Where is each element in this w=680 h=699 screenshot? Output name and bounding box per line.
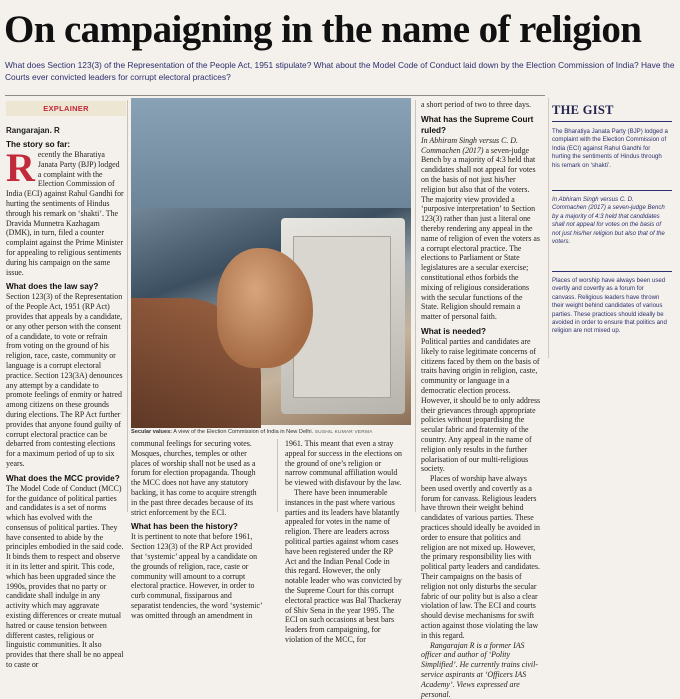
paragraph-instances: There have been innumerable instances in the past where various parties and its leaders have blatantly appealed for votes in the name of religion. There are leaders across political parties against whom cases have been registered under the RP Act and the Indian Penal Code in this regard. However, the only notable leader who was convicted by the Supreme Court for this corrupt electoral practice was Bal Thackeray of Shiv Sena in the year 1995. The ECI on such occasions at best bars leaders from campaigning, for violation of the MCC, for	[285, 487, 402, 644]
subhead-story-so-far: The story so far:	[6, 140, 71, 149]
case-name: In Abhiram Singh versus C. D. Commachen (2017)	[421, 135, 518, 155]
subhead-mcc: What does the MCC provide?	[6, 473, 120, 483]
gist-item-2: In Abhiram Singh versus C. D. Commachen (2017) a seven-judge Bench by a majority of 4:3 held that candidates shall not appeal for votes on the basis of not just his/her religion but also that of the voters.	[552, 196, 665, 246]
column-3	[285, 439, 403, 644]
header-divider	[5, 95, 545, 96]
headline: On campaigning in the name of religion	[4, 8, 642, 51]
standfirst: What does Section 123(3) of the Representation of the People Act, 1951 stipulate? What about the Model Code of Conduct laid down by the Election Commission of India? Have the Courts ever convicted leaders for corrupt electoral practices?	[5, 60, 675, 82]
subhead-history: What has been the history?	[131, 522, 238, 532]
photo-caption	[131, 427, 411, 437]
author-note: Rangarajan R is a former IAS officer and author of ‘Polity Simplified’. He currently trains civil-service aspirants at ‘Officers IAS Academy’. Views expressed are personal.	[421, 640, 538, 699]
paragraph-story-text: ecently the Bharatiya Janata Party (BJP) lodged a complaint with the Election Commission of India (ECI) against Rahul Gandhi for hurting the sentiments of Hindus through his remark on ‘shakti’. The Dravida Munnetra Kazhagam (DMK), in turn, filed a counter complaint against the Prime Minister for appealing to religious sentiments during his campaign on the same issue.	[6, 150, 124, 277]
column-1	[6, 139, 124, 670]
column-divider-3	[415, 100, 416, 512]
gist-item-1: The Bharatiya Janata Party (BJP) lodged a complaint with the Election Commission of India (ECI) against Rahul Gandhi for hurting the sentiments of Hindus through his remark on ‘shakti’.	[552, 128, 668, 169]
paragraph-history: It is pertinent to note that before 1961, Section 123(3) of the RP Act provided that ‘systemic’ appeal by a candidate on the grounds of religion, race, caste or community will amount to a corrupt electoral practice. However, in order to curb communal, fissiparous and separatist tendencies, the word ‘systemic’ was omitted through an amendment in	[131, 532, 263, 620]
paragraph-needed: Political parties and candidates are likely to raise legitimate concerns of citizens faced by them on the basis of traits having origin in religion, caste, community or language in a democratic election process. However, it should be to only address their grievances through appropriate policies without jeopardising the secular fabric and fraternity of the country. Any appeal in the name of religion only results in the further polarisation of our multi-religious society.	[421, 336, 541, 474]
paragraph-mcc: The Model Code of Conduct (MCC) for the guidance of political parties and candidates is a set of norms which has evolved with the consensus of political parties. They have consented to abide by the principles embodied in the said code. It binds them to respect and observe it in its letter and spirit. This code, which has been upgraded since the 1990s, provides that no party or candidate shall indulge in any activity which may aggravate existing differences or create mutual hatred or cause tension between different castes, religious or linguistic communities. It also provides that there shall be no appeal to caste or	[6, 483, 124, 670]
caption-text: A view of the Election Commission of India in New Delhi.	[173, 429, 314, 435]
column-4	[421, 100, 541, 699]
column-2	[131, 439, 263, 620]
drop-cap: R	[6, 145, 35, 190]
hand-shape	[217, 248, 313, 368]
subhead-supreme-court: What has the Supreme Court ruled?	[421, 114, 534, 135]
section-label: EXPLAINER	[6, 101, 126, 116]
paragraph-places-of-worship: Places of worship have always been used overtly and covertly as a forum for canvass. Religious leaders have thrown their weight behind candidates of various parties. These practices should ideally be avoided in order to ensure that politics and religion are not mixed up. However, the primary responsibility lies with political party leaders and candidates. Their campaigns on the basis of religion not only disturbs the secular fabric of our polity but is also a clear violation of law. The ECI and courts should devise mechanisms for swift action against those violating the law in this regard.	[421, 474, 540, 640]
gist-item-3: Places of worship have always been used overtly and covertly as a forum for canvass. Religious leaders have thrown their weight behind candidates of various parties. These practices should ideally be avoided in order to ensure that politics and religion are not mixed up.	[552, 277, 667, 335]
subhead-law: What does the law say?	[6, 282, 99, 292]
paragraph-mcc-continued: communal feelings for securing votes. Mosques, churches, temples or other places of worship shall not be used as a forum for election propaganda. Though the MCC does not have any statutory backing, it has come to acquire strength in the past three decades because of its strict enforcement by the ECI.	[131, 439, 257, 517]
news-photo	[131, 98, 411, 425]
column-divider-2	[277, 439, 278, 512]
photo-credit: SUSHIL KUMAR VERMA	[314, 430, 373, 435]
caption-label: Secular values:	[131, 429, 173, 435]
paragraph-campaign-continued: a short period of two to three days.	[421, 100, 532, 109]
gist-separator-2	[552, 271, 672, 272]
column-divider-1	[127, 100, 128, 512]
paragraph-supreme-court-text: a seven-judge Bench by a majority of 4:3 held that candidates shall not appeal for votes on the basis of not just his/her religion but also that of the voters. The majority view provided a ‘purposive interpretation’ to Section 123(3) rather than just a literal one thereby rendering any appeal in the name of religion of even the voters as a corrupt electoral practice. The elections to Parliament or State legislatures are a secular exercise; constitutional ethos forbids the mixing of religious considerations with the secular functions of the State. Religion should remain a matter of personal faith.	[421, 145, 540, 322]
photo-background	[131, 98, 411, 208]
gist-title: THE GIST	[552, 103, 614, 117]
gist-separator-1	[552, 190, 672, 191]
paragraph-story	[6, 145, 124, 277]
paragraph-supreme-court	[421, 136, 541, 322]
paragraph-law: Section 123(3) of the Representation of the People Act, 1951 (RP Act) provides that appeals by a candidate, or any other person with the consent of a candidate, to vote or refrain from voting on the ground of his religion, race, caste, community or language is a corrupt electoral practice. Section 123(3A) denounces any attempt by a candidate to promote feelings of enmity or hatred among citizens on these grounds during elections. The RP Act further provides that anyone found guilty of corrupt electoral practice can be debarred from contesting elections for a maximum period of up to six years.	[6, 292, 123, 468]
gist-separator-0	[552, 121, 672, 122]
subhead-needed: What is needed?	[421, 326, 487, 336]
byline: Rangarajan. R	[6, 126, 60, 135]
paragraph-history-continued: 1961. This meant that even a stray appeal for success in the elections on the ground of one’s religion or narrow communal affiliation would be viewed with disfavour by the law.	[285, 439, 403, 488]
